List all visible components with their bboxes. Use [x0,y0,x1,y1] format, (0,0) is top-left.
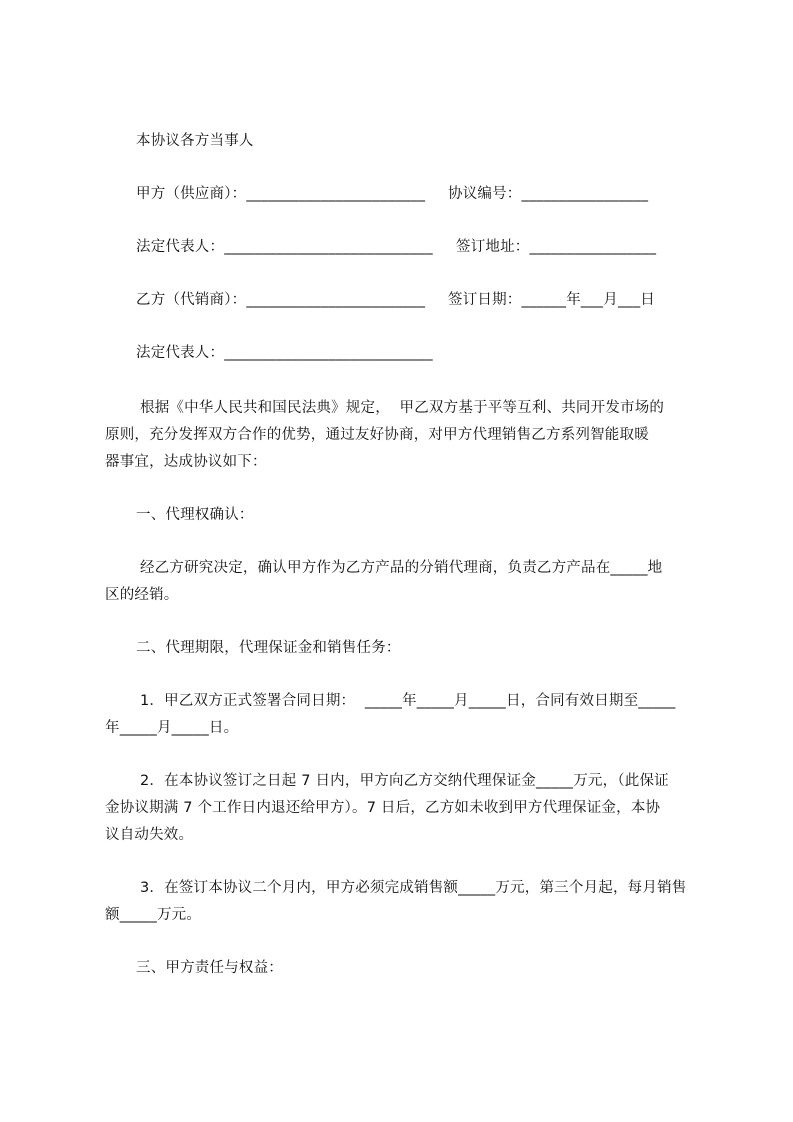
section-2-title: 二、代理期限，代理保证金和销售任务： [136,640,401,656]
party-a-field: 甲方（供应商）：________________________ [136,186,426,202]
section-2-item-3-line-1: 3．在签订本协议二个月内，甲方必须完成销售额_____万元，第三个月起，每月销售 [140,880,687,896]
legal-representative-b-field: 法定代表人：____________________________ [136,345,433,361]
section-1-title: 一、代理权确认： [136,507,254,523]
legal-representative-a-field: 法定代表人：____________________________ [136,239,433,255]
section-2-item-2-line-3: 议自动失效。 [105,827,194,843]
section-2-item-2-line-2: 金协议期满 7 个工作日内退还给甲方）。7 日后，乙方如未收到甲方代理保证金，本协 [105,800,661,816]
preamble-line-1: 根据《中华人民共和国民法典》规定， 甲乙双方基于平等互利、共同开发市场的 [140,400,665,416]
agreement-number-field: 协议编号：_________________ [448,186,649,202]
section-2-item-3-line-2: 额_____万元。 [105,907,202,923]
section-2-item-1-line-2: 年_____月_____日。 [105,720,239,736]
section-2-item-2-line-1: 2．在本协议签订之日起 7 日内，甲方向乙方交纳代理保证金_____万元，（此保证 [140,773,669,789]
party-b-field: 乙方（代销商）：________________________ [136,292,426,308]
section-1-line-2: 区的经销。 [105,587,179,603]
section-1-line-1: 经乙方研究决定，确认甲方作为乙方产品的分销代理商，负责乙方产品在_____地 [140,560,663,576]
sign-place-field: 签订地址：_________________ [456,239,657,255]
preamble-line-2: 原则，充分发挥双方合作的优势，通过友好协商，对甲方代理销售乙方系列智能取暖 [105,427,649,443]
preamble-line-3: 器事宜，达成协议如下： [105,454,267,470]
sign-date-field: 签订日期：______年___月___日 [448,292,655,308]
section-2-item-1-line-1: 1．甲乙双方正式签署合同日期： _____年_____月_____日，合同有效日期至_____ [140,693,676,709]
parties-heading: 本协议各方当事人 [136,133,254,149]
section-3-title: 三、甲方责任与权益： [136,960,283,976]
